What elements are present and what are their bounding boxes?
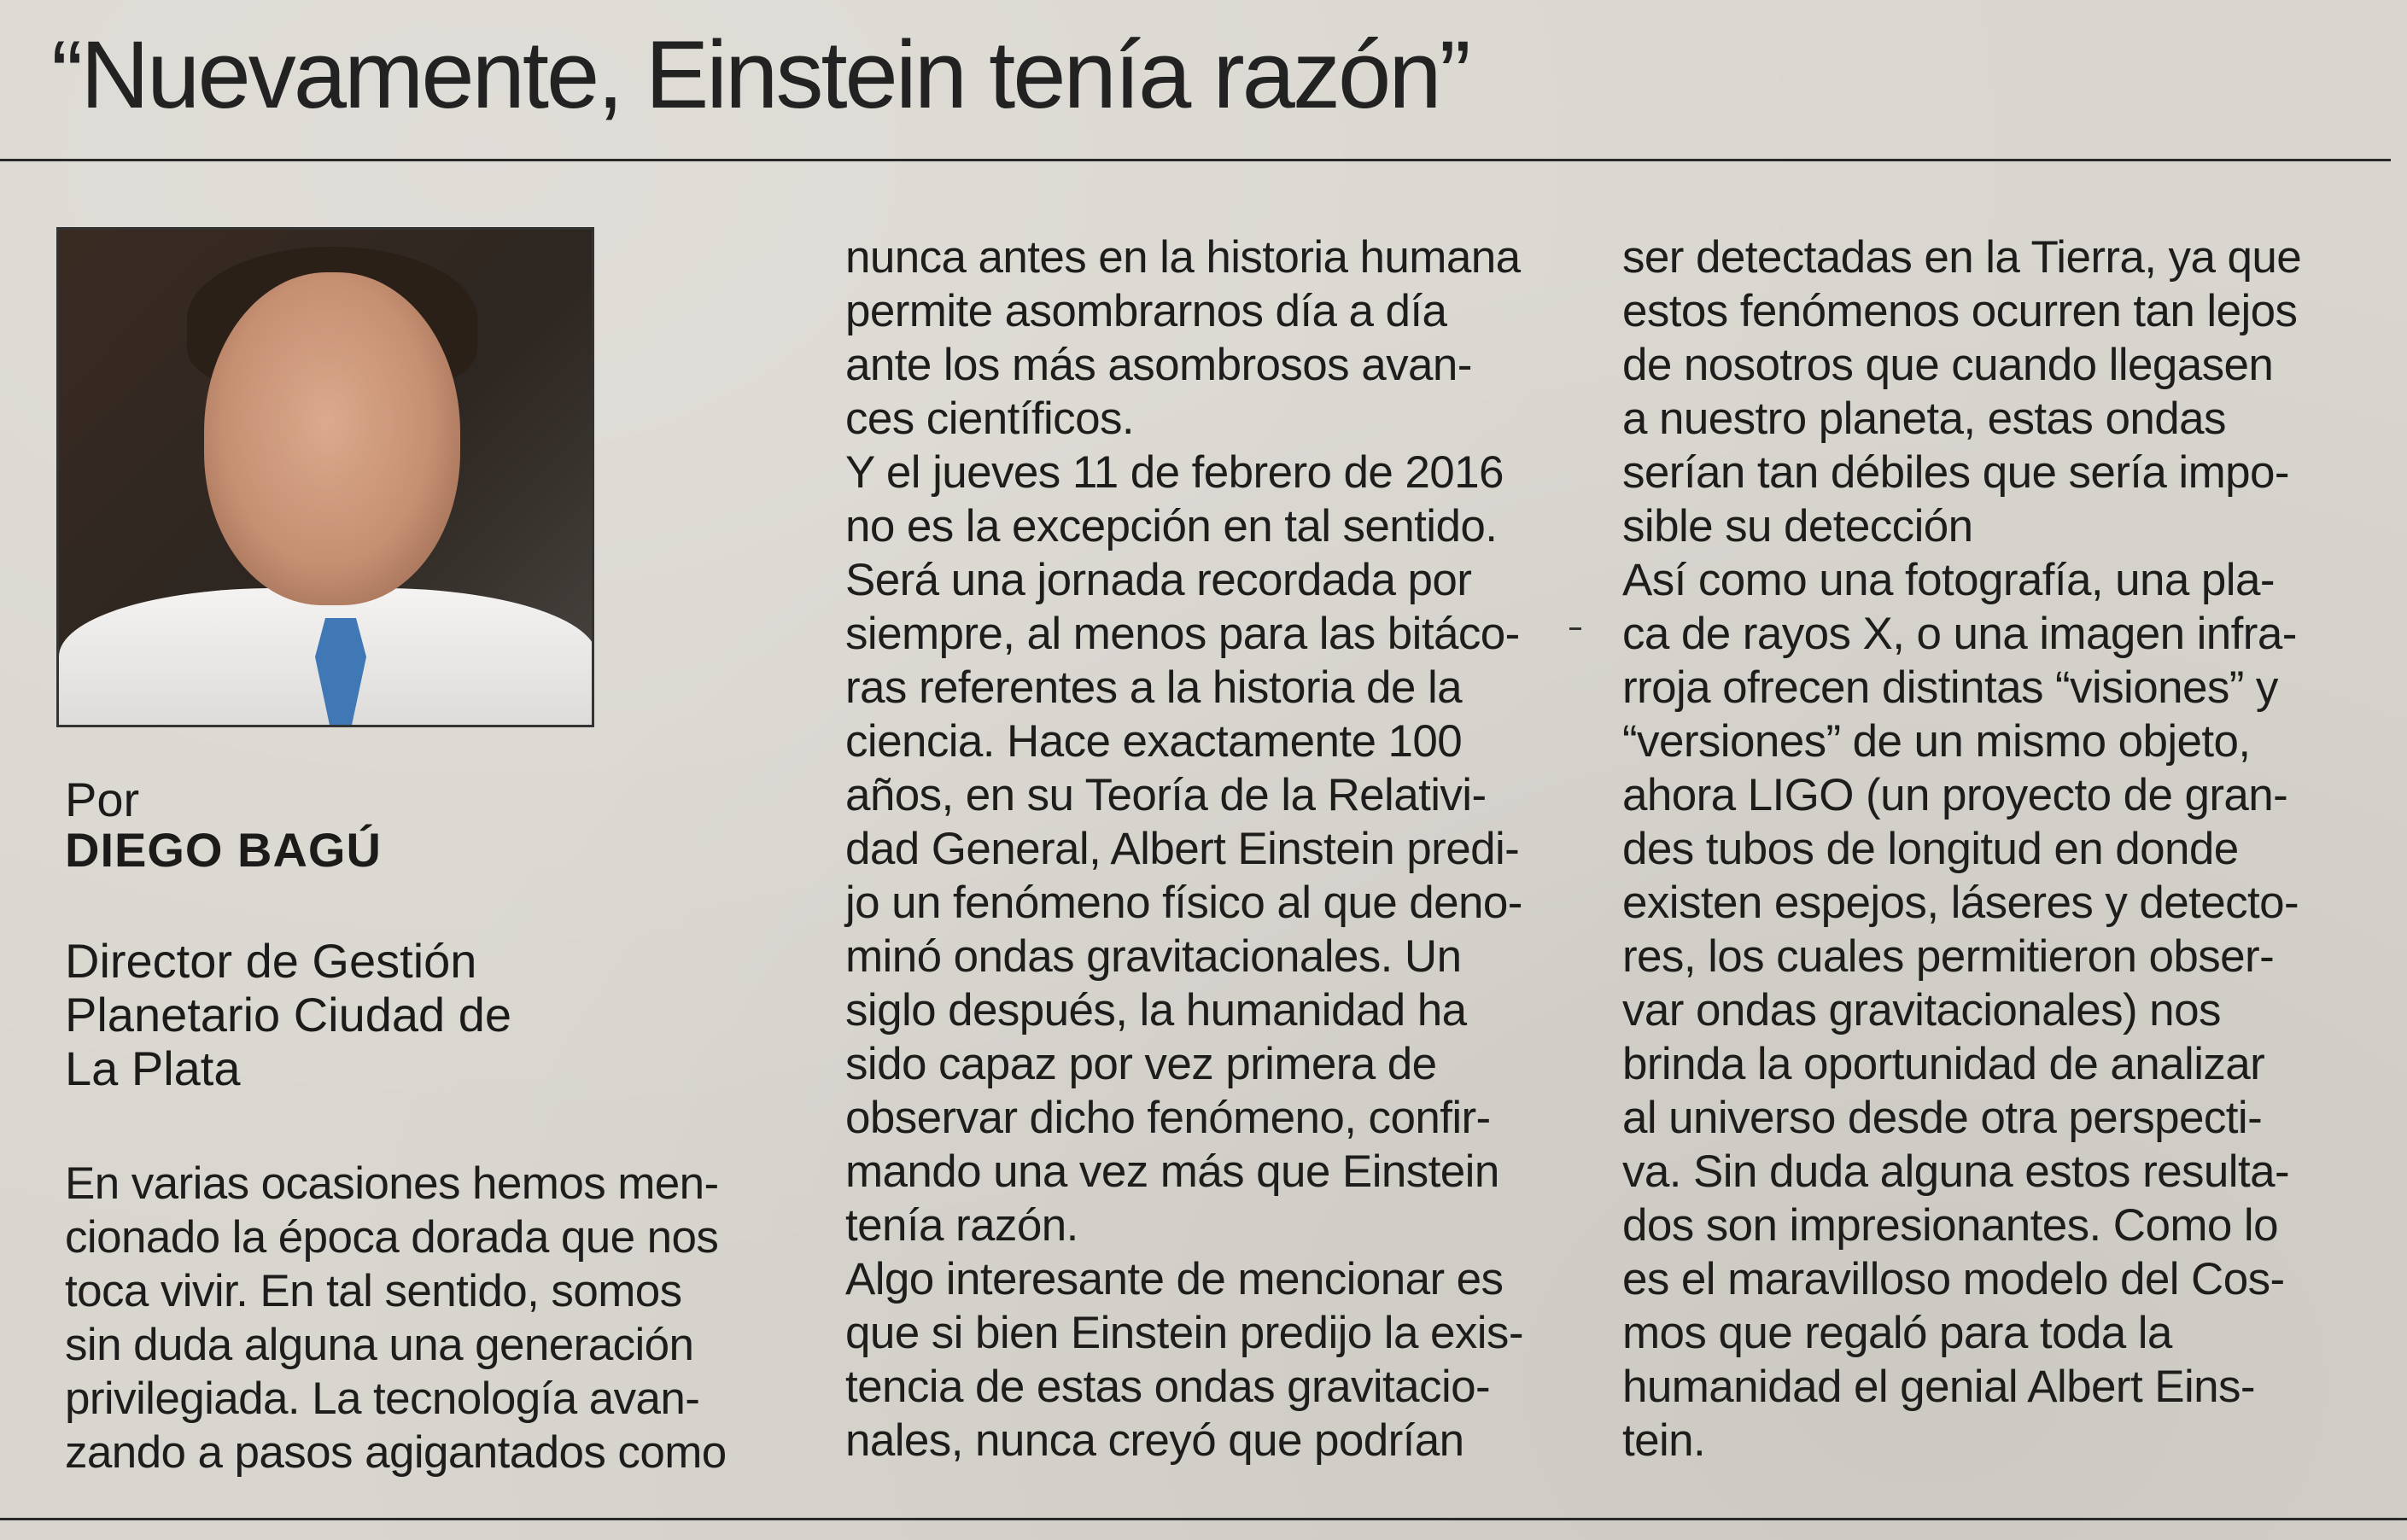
article-line: ser detectadas en la Tierra, ya que — [1622, 232, 2302, 283]
article-line: En varias ocasiones hemos men- — [65, 1158, 719, 1209]
article-line: existen espejos, láseres y detecto- — [1622, 878, 2299, 928]
article-line: jo un fenómeno físico al que deno- — [845, 878, 1522, 928]
article-line: zando a pasos agigantados como — [65, 1427, 727, 1478]
footer-divider — [0, 1518, 2407, 1520]
byline-label: Por — [65, 773, 140, 826]
article-line: sido capaz por vez primera de — [845, 1039, 1437, 1089]
article-column-3 — [1622, 230, 2374, 1467]
article-line: mando una vez más que Einstein — [845, 1146, 1499, 1197]
author-name: DIEGO BAGÚ — [65, 823, 382, 877]
author-title — [65, 934, 611, 1095]
article-line: Será una jornada recordada por — [845, 555, 1472, 605]
author-title-line: La Plata — [65, 1041, 241, 1095]
article-line: var ondas gravitacionales) nos — [1622, 985, 2221, 1035]
article-column-1 — [65, 1157, 782, 1479]
article-line: tein. — [1622, 1415, 1706, 1466]
article-line: “versiones” de un mismo objeto, — [1622, 716, 2251, 767]
article-line: res, los cuales permitieron obser- — [1622, 931, 2275, 982]
article-line: brinda la oportunidad de analizar — [1622, 1039, 2265, 1089]
article-line: nales, nunca creyó que podrían — [845, 1415, 1464, 1466]
article-line: a nuestro planeta, estas ondas — [1622, 394, 2226, 444]
print-mark — [1569, 627, 1581, 630]
article-line: ces científicos. — [845, 394, 1134, 444]
article-line: sin duda alguna una generación — [65, 1320, 694, 1370]
article-line: nunca antes en la historia humana — [845, 232, 1521, 283]
article-line: siempre, al menos para las bitáco- — [845, 609, 1520, 659]
article-line: serían tan débiles que sería impo- — [1622, 447, 2289, 498]
article-line: ante los más asombrosos avan- — [845, 340, 1472, 390]
article-line: va. Sin duda alguna estos resulta- — [1622, 1146, 2289, 1197]
article-line: siglo después, la humanidad ha — [845, 985, 1467, 1035]
article-line: sible su detección — [1622, 501, 1973, 551]
photo-face — [204, 272, 460, 605]
article-line: Y el jueves 11 de febrero de 2016 — [845, 447, 1504, 498]
article-line: minó ondas gravitacionales. Un — [845, 931, 1462, 982]
headline-divider — [0, 159, 2391, 161]
article-line: cionado la época dorada que nos — [65, 1212, 719, 1263]
article-line: ciencia. Hace exactamente 100 — [845, 716, 1463, 767]
article-line: no es la excepción en tal sentido. — [845, 501, 1498, 551]
author-title-line: Director de Gestión — [65, 934, 477, 988]
article-line: al universo desde otra perspecti- — [1622, 1093, 2263, 1143]
article-line: mos que regaló para toda la — [1622, 1308, 2172, 1358]
article-line: años, en su Teoría de la Relativi- — [845, 770, 1487, 820]
article-line: toca vivir. En tal sentido, somos — [65, 1266, 682, 1316]
article-column-2 — [845, 230, 1588, 1467]
article-line: Algo interesante de mencionar es — [845, 1254, 1504, 1304]
article-line: que si bien Einstein predijo la exis- — [845, 1308, 1523, 1358]
article-line: ras referentes a la historia de la — [845, 662, 1462, 713]
article-line: ahora LIGO (un proyecto de gran- — [1622, 770, 2288, 820]
article-line: tencia de estas ondas gravitacio- — [845, 1362, 1491, 1412]
article-line: es el maravilloso modelo del Cos- — [1622, 1254, 2285, 1304]
author-photo — [56, 227, 594, 727]
article-line: ca de rayos X, o una imagen infra- — [1622, 609, 2297, 659]
article-line: permite asombrarnos día a día — [845, 286, 1447, 336]
author-title-line: Planetario Ciudad de — [65, 988, 512, 1041]
article-line: estos fenómenos ocurren tan lejos — [1622, 286, 2298, 336]
article-line: humanidad el genial Albert Eins- — [1622, 1362, 2255, 1412]
article-line: dos son impresionantes. Como lo — [1622, 1200, 2278, 1251]
article-line: Así como una fotografía, una pla- — [1622, 555, 2275, 605]
article-line: privilegiada. La tecnología avan- — [65, 1374, 700, 1424]
article-line: rroja ofrecen distintas “visiones” y — [1622, 662, 2278, 713]
headline: “Nuevamente, Einstein tenía razón” — [51, 21, 1469, 128]
article-line: de nosotros que cuando llegasen — [1622, 340, 2274, 390]
article-line: dad General, Albert Einstein predi- — [845, 824, 1520, 874]
article-line: tenía razón. — [845, 1200, 1078, 1251]
article-line: observar dicho fenómeno, confir- — [845, 1093, 1491, 1143]
article-line: des tubos de longitud en donde — [1622, 824, 2239, 874]
